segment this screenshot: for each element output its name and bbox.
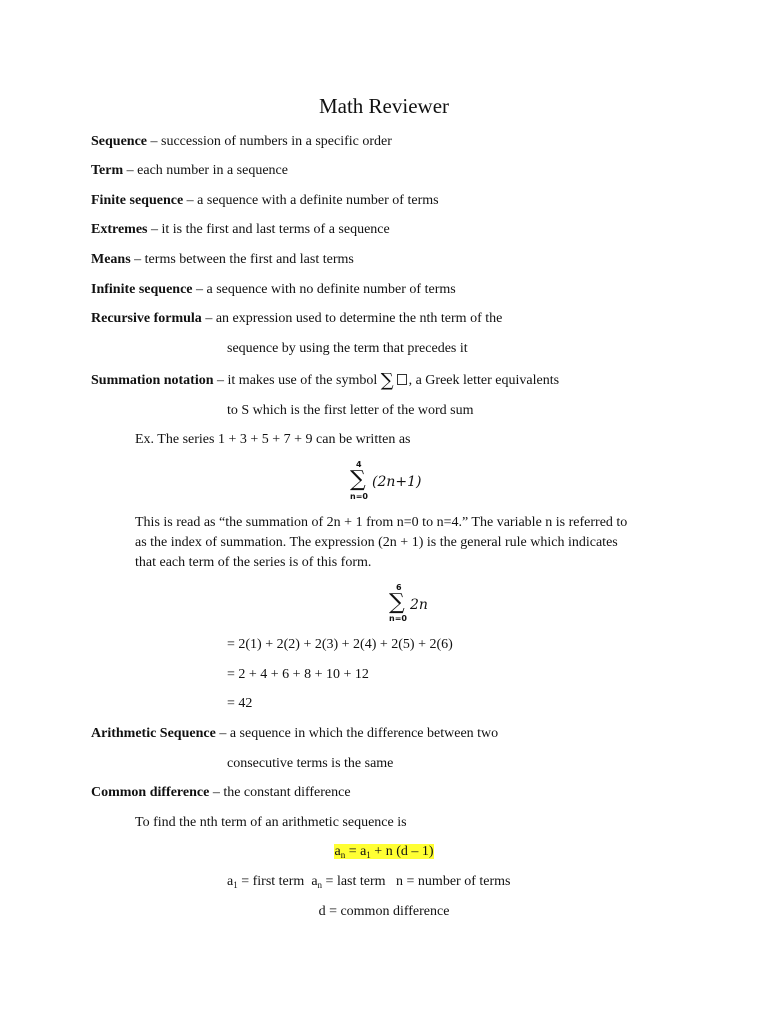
definition-sequence [91,135,392,149]
formula-subscript: n [340,850,346,860]
definition-text: , a Greek letter equivalents [408,373,560,388]
definition-text: – succession of numbers in a specific order [147,134,392,149]
definition-continuation: sequence by using the term that precedes it [227,341,468,356]
explanation-line: as the index of summation. The expression (2n + 1) is the general rule which indicates [135,535,618,550]
summation-formula-1 [342,460,462,504]
definition-term: Extremes [91,222,148,237]
definition-arithmetic-sequence [91,727,498,741]
sum-lower-limit: n=0 [389,614,407,623]
definition-term: Infinite sequence [91,282,193,297]
definition-text: – a sequence with no definite number of terms [192,282,456,297]
sigma-icon: ∑ [350,467,366,492]
calculation-step: = 42 [227,696,253,711]
definition-text: – it makes use of the symbol [213,373,381,388]
formula-subscript: 1 [366,850,371,860]
definition-term: Common difference [91,785,210,800]
legend-text: = first term [237,874,312,889]
definition-continuation: consecutive terms is the same [227,756,394,771]
page-title: Math Reviewer [318,94,450,118]
formula-eq: = a [345,844,367,859]
sum-expression: (2n+1) [372,474,422,490]
definition-text: – terms between the first and last terms [130,252,354,267]
common-difference-legend: d = common difference [318,904,450,919]
highlighted-formula [334,844,433,859]
calculation-step: = 2(1) + 2(2) + 2(3) + 2(4) + 2(5) + 2(6) [227,637,453,652]
sigma-icon: ∑ [389,590,405,615]
definition-extremes [91,223,390,237]
definition-text: – the constant difference [209,785,351,800]
definition-term: Means [91,252,131,267]
definition-term: Recursive formula [91,311,202,326]
definition-term: Summation notation [91,373,214,388]
definition-continuation: to S which is the first letter of the word sum [227,403,474,418]
definition-term: Sequence [91,134,147,149]
definition-term-item [91,164,288,178]
definition-means [91,253,354,267]
sigma-icon: ∑ [380,370,394,391]
definition-term: Term [91,163,124,178]
legend-subscript: 1 [233,880,238,890]
sum-lower-limit: n=0 [350,492,368,501]
definition-summation-notation [91,372,559,390]
sum-expression: 2n [410,597,428,613]
definition-text: – an expression used to determine the nth term of the [201,311,503,326]
legend-text: = last term n = number of terms [322,874,511,889]
calculation-step: = 2 + 4 + 6 + 8 + 10 + 12 [227,667,369,682]
definition-finite-sequence [91,194,439,208]
sum-upper-limit: 4 [356,460,362,469]
definition-text: – each number in a sequence [123,163,288,178]
sum-upper-limit: 6 [396,583,402,592]
explanation-line: that each term of the series is of this form. [135,555,372,570]
formula-legend [227,875,510,890]
definition-text: – it is the first and last terms of a sequence [147,222,390,237]
definition-infinite-sequence [91,283,456,297]
definition-term: Finite sequence [91,193,184,208]
legend-an: a [311,874,318,889]
legend-a1: a [227,874,234,889]
definition-text: – a sequence in which the difference between two [215,726,499,741]
summation-formula-2 [386,582,506,626]
formula-rest: + n (d – 1) [370,844,434,859]
placeholder-box-icon [397,374,407,385]
definition-term: Arithmetic Sequence [91,726,216,741]
example-intro: Ex. The series 1 + 3 + 5 + 7 + 9 can be written as [135,432,411,447]
definition-common-difference [91,786,351,800]
nth-term-formula [0,845,768,860]
definition-text: – a sequence with a definite number of terms [183,193,439,208]
legend-subscript: n [317,880,323,890]
explanation-line: This is read as “the summation of 2n + 1 from n=0 to n=4.” The variable n is referred to [135,515,628,530]
formula-a: a [334,844,341,859]
definition-recursive-formula [91,312,502,326]
nth-term-intro: To find the nth term of an arithmetic sequence is [135,815,407,830]
